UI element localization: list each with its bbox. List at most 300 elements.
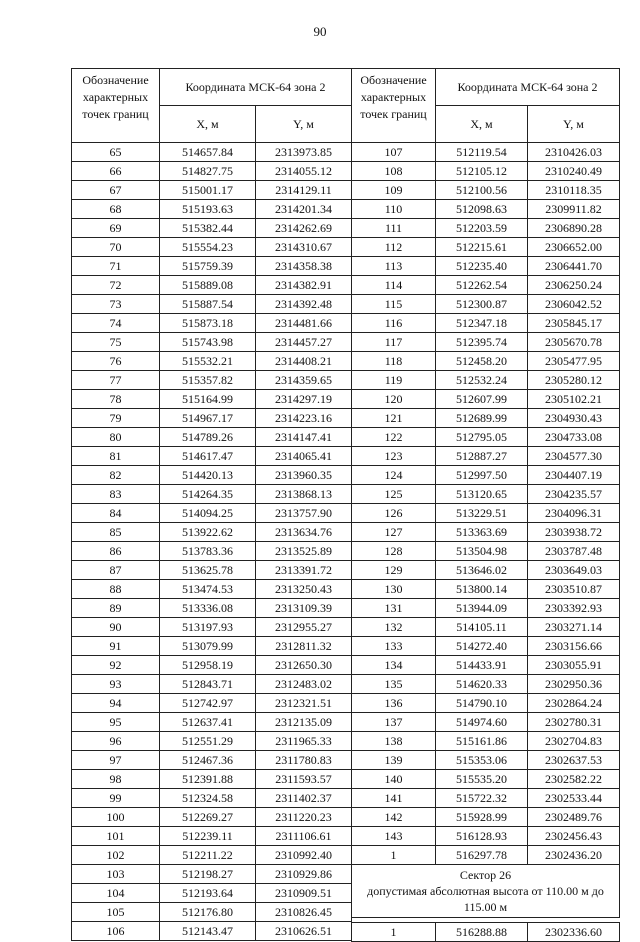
x-value: 513625.78 bbox=[160, 561, 256, 580]
point-number: 109 bbox=[352, 181, 436, 200]
table-row bbox=[352, 314, 620, 333]
y-value: 2303392.93 bbox=[528, 599, 620, 618]
table-row bbox=[72, 827, 352, 846]
y-value: 2303510.87 bbox=[528, 580, 620, 599]
x-value: 514967.17 bbox=[160, 409, 256, 428]
table-row bbox=[352, 808, 620, 827]
x-value: 513646.02 bbox=[436, 561, 528, 580]
y-value: 2313525.89 bbox=[256, 542, 352, 561]
table-row bbox=[352, 371, 620, 390]
y-value: 2312811.32 bbox=[256, 637, 352, 656]
point-number: 68 bbox=[72, 200, 160, 219]
y-value: 2304407.19 bbox=[528, 466, 620, 485]
x-value: 512607.99 bbox=[436, 390, 528, 409]
y-value: 2303649.03 bbox=[528, 561, 620, 580]
point-number: 100 bbox=[72, 808, 160, 827]
page-number: 90 bbox=[313, 24, 327, 39]
table-row bbox=[72, 523, 352, 542]
table-row bbox=[352, 637, 620, 656]
y-value: 2310426.03 bbox=[528, 143, 620, 162]
y-value: 2313973.85 bbox=[256, 143, 352, 162]
point-number: 110 bbox=[352, 200, 436, 219]
table-row bbox=[72, 846, 352, 865]
table-row bbox=[352, 181, 620, 200]
table-row bbox=[352, 162, 620, 181]
table-row bbox=[352, 428, 620, 447]
x-value: 515928.99 bbox=[436, 808, 528, 827]
table-row bbox=[72, 371, 352, 390]
table-row bbox=[72, 656, 352, 675]
y-value: 2310826.45 bbox=[256, 903, 352, 922]
table-row bbox=[72, 466, 352, 485]
point-number: 104 bbox=[72, 884, 160, 903]
y-header: Y, м bbox=[256, 106, 352, 143]
y-value: 2302489.76 bbox=[528, 808, 620, 827]
y-value: 2313109.39 bbox=[256, 599, 352, 618]
x-value: 515535.20 bbox=[436, 770, 528, 789]
x-value: 513922.62 bbox=[160, 523, 256, 542]
table-row bbox=[72, 599, 352, 618]
point-number: 74 bbox=[72, 314, 160, 333]
table-row bbox=[352, 789, 620, 808]
y-value: 2305477.95 bbox=[528, 352, 620, 371]
x-value: 514974.60 bbox=[436, 713, 528, 732]
x-value: 514105.11 bbox=[436, 618, 528, 637]
point-number: 127 bbox=[352, 523, 436, 542]
y-value: 2302704.83 bbox=[528, 732, 620, 751]
y-value: 2303055.91 bbox=[528, 656, 620, 675]
x-value: 512193.64 bbox=[160, 884, 256, 903]
x-value: 512958.19 bbox=[160, 656, 256, 675]
x-value: 513229.51 bbox=[436, 504, 528, 523]
table-row bbox=[352, 923, 620, 942]
point-number: 89 bbox=[72, 599, 160, 618]
x-header: X, м bbox=[160, 106, 256, 143]
point-number: 126 bbox=[352, 504, 436, 523]
x-value: 512997.50 bbox=[436, 466, 528, 485]
y-value: 2313250.43 bbox=[256, 580, 352, 599]
point-number: 123 bbox=[352, 447, 436, 466]
y-value: 2312135.09 bbox=[256, 713, 352, 732]
table-row bbox=[72, 200, 352, 219]
point-number: 120 bbox=[352, 390, 436, 409]
table-row bbox=[72, 561, 352, 580]
y-value: 2312650.30 bbox=[256, 656, 352, 675]
x-value: 514272.40 bbox=[436, 637, 528, 656]
point-number: 90 bbox=[72, 618, 160, 637]
point-number: 78 bbox=[72, 390, 160, 409]
y-value: 2311965.33 bbox=[256, 732, 352, 751]
y-value: 2304235.57 bbox=[528, 485, 620, 504]
y-value: 2314223.16 bbox=[256, 409, 352, 428]
point-number: 98 bbox=[72, 770, 160, 789]
point-number: 124 bbox=[352, 466, 436, 485]
table-row bbox=[72, 865, 352, 884]
table-row bbox=[352, 333, 620, 352]
table-row bbox=[72, 770, 352, 789]
y-value: 2313960.35 bbox=[256, 466, 352, 485]
point-number: 138 bbox=[352, 732, 436, 751]
y-value: 2306250.24 bbox=[528, 276, 620, 295]
table-row bbox=[72, 143, 352, 162]
designation-header: Обозначение характерных точек границ bbox=[352, 69, 436, 143]
table-row bbox=[72, 352, 352, 371]
point-number: 94 bbox=[72, 694, 160, 713]
y-value: 2310929.86 bbox=[256, 865, 352, 884]
x-value: 512689.99 bbox=[436, 409, 528, 428]
point-number: 83 bbox=[72, 485, 160, 504]
point-number: 108 bbox=[352, 162, 436, 181]
y-value: 2314262.69 bbox=[256, 219, 352, 238]
point-number: 118 bbox=[352, 352, 436, 371]
x-value: 515759.39 bbox=[160, 257, 256, 276]
x-value: 512119.54 bbox=[436, 143, 528, 162]
x-value: 513120.65 bbox=[436, 485, 528, 504]
point-number: 141 bbox=[352, 789, 436, 808]
sector-caption bbox=[352, 865, 620, 918]
table-row bbox=[72, 808, 352, 827]
x-value: 515743.98 bbox=[160, 333, 256, 352]
table-row bbox=[72, 314, 352, 333]
table-row bbox=[72, 922, 352, 941]
point-number: 93 bbox=[72, 675, 160, 694]
x-value: 512239.11 bbox=[160, 827, 256, 846]
point-number: 106 bbox=[72, 922, 160, 941]
y-value: 2302637.53 bbox=[528, 751, 620, 770]
table-row bbox=[352, 409, 620, 428]
y-value: 2314297.19 bbox=[256, 390, 352, 409]
x-value: 513363.69 bbox=[436, 523, 528, 542]
y-value: 2314065.41 bbox=[256, 447, 352, 466]
y-value: 2304577.30 bbox=[528, 447, 620, 466]
point-number: 142 bbox=[352, 808, 436, 827]
point-number: 103 bbox=[72, 865, 160, 884]
y-value: 2310992.40 bbox=[256, 846, 352, 865]
table-row bbox=[72, 789, 352, 808]
point-number: 134 bbox=[352, 656, 436, 675]
x-value: 512143.47 bbox=[160, 922, 256, 941]
y-value: 2305102.21 bbox=[528, 390, 620, 409]
point-number: 128 bbox=[352, 542, 436, 561]
x-value: 512795.05 bbox=[436, 428, 528, 447]
x-value: 512203.59 bbox=[436, 219, 528, 238]
x-value: 513336.08 bbox=[160, 599, 256, 618]
point-number: 79 bbox=[72, 409, 160, 428]
table-row bbox=[352, 618, 620, 637]
point-number: 85 bbox=[72, 523, 160, 542]
point-number: 101 bbox=[72, 827, 160, 846]
point-number: 119 bbox=[352, 371, 436, 390]
point-number: 102 bbox=[72, 846, 160, 865]
x-value: 512395.74 bbox=[436, 333, 528, 352]
table-row bbox=[72, 751, 352, 770]
point-number: 84 bbox=[72, 504, 160, 523]
y-value: 2313757.90 bbox=[256, 504, 352, 523]
point-number: 69 bbox=[72, 219, 160, 238]
x-value: 512347.18 bbox=[436, 314, 528, 333]
point-number: 116 bbox=[352, 314, 436, 333]
point-number: 96 bbox=[72, 732, 160, 751]
y-value: 2314201.34 bbox=[256, 200, 352, 219]
table-row bbox=[72, 485, 352, 504]
point-number: 130 bbox=[352, 580, 436, 599]
table-row bbox=[352, 580, 620, 599]
x-value: 512843.71 bbox=[160, 675, 256, 694]
table-row bbox=[72, 276, 352, 295]
y-value: 2305845.17 bbox=[528, 314, 620, 333]
x-value: 512458.20 bbox=[436, 352, 528, 371]
point-number: 1 bbox=[352, 846, 436, 865]
x-value: 512105.12 bbox=[436, 162, 528, 181]
point-number: 129 bbox=[352, 561, 436, 580]
x-value: 513800.14 bbox=[436, 580, 528, 599]
table-row bbox=[72, 694, 352, 713]
y-value: 2302950.36 bbox=[528, 675, 620, 694]
table-row bbox=[352, 485, 620, 504]
table-row bbox=[72, 181, 352, 200]
point-number: 65 bbox=[72, 143, 160, 162]
point-number: 75 bbox=[72, 333, 160, 352]
table-row bbox=[352, 732, 620, 751]
sector-title: Сектор 26 bbox=[459, 868, 512, 882]
y-value: 2314358.38 bbox=[256, 257, 352, 276]
x-value: 513079.99 bbox=[160, 637, 256, 656]
table-row bbox=[352, 200, 620, 219]
x-value: 515164.99 bbox=[160, 390, 256, 409]
table-row bbox=[352, 143, 620, 162]
y-value: 2303271.14 bbox=[528, 618, 620, 637]
point-number: 80 bbox=[72, 428, 160, 447]
y-value: 2314129.11 bbox=[256, 181, 352, 200]
x-value: 513197.93 bbox=[160, 618, 256, 637]
table-row bbox=[352, 219, 620, 238]
table-row bbox=[352, 523, 620, 542]
point-number: 114 bbox=[352, 276, 436, 295]
point-number: 76 bbox=[72, 352, 160, 371]
table-row bbox=[72, 219, 352, 238]
y-value: 2314392.48 bbox=[256, 295, 352, 314]
coordinates-table-left bbox=[71, 68, 352, 941]
x-value: 515722.32 bbox=[436, 789, 528, 808]
point-number: 77 bbox=[72, 371, 160, 390]
table-row bbox=[72, 542, 352, 561]
point-number: 86 bbox=[72, 542, 160, 561]
point-number: 81 bbox=[72, 447, 160, 466]
table-row bbox=[352, 675, 620, 694]
point-number: 1 bbox=[352, 923, 436, 942]
coordinate-header: Координата МСК-64 зона 2 bbox=[160, 69, 352, 106]
x-value: 514827.75 bbox=[160, 162, 256, 181]
x-value: 512215.61 bbox=[436, 238, 528, 257]
table-row bbox=[72, 713, 352, 732]
table-row bbox=[72, 732, 352, 751]
point-number: 122 bbox=[352, 428, 436, 447]
y-value: 2311106.61 bbox=[256, 827, 352, 846]
table-row bbox=[352, 257, 620, 276]
point-number: 105 bbox=[72, 903, 160, 922]
x-value: 513504.98 bbox=[436, 542, 528, 561]
x-value: 514433.91 bbox=[436, 656, 528, 675]
x-value: 512269.27 bbox=[160, 808, 256, 827]
table-row bbox=[352, 295, 620, 314]
point-number: 73 bbox=[72, 295, 160, 314]
point-number: 91 bbox=[72, 637, 160, 656]
point-number: 117 bbox=[352, 333, 436, 352]
x-value: 515357.82 bbox=[160, 371, 256, 390]
table-row bbox=[72, 333, 352, 352]
table-row bbox=[352, 599, 620, 618]
point-number: 143 bbox=[352, 827, 436, 846]
point-number: 137 bbox=[352, 713, 436, 732]
x-value: 512300.87 bbox=[436, 295, 528, 314]
y-value: 2314147.41 bbox=[256, 428, 352, 447]
table-row bbox=[72, 903, 352, 922]
y-value: 2304096.31 bbox=[528, 504, 620, 523]
table-row bbox=[72, 238, 352, 257]
table-row bbox=[72, 580, 352, 599]
x-value: 512532.24 bbox=[436, 371, 528, 390]
point-number: 71 bbox=[72, 257, 160, 276]
point-number: 67 bbox=[72, 181, 160, 200]
table-row bbox=[72, 675, 352, 694]
x-value: 513474.53 bbox=[160, 580, 256, 599]
y-value: 2310626.51 bbox=[256, 922, 352, 941]
x-value: 512098.63 bbox=[436, 200, 528, 219]
table-row bbox=[352, 827, 620, 846]
point-number: 111 bbox=[352, 219, 436, 238]
x-value: 512198.27 bbox=[160, 865, 256, 884]
y-value: 2310909.51 bbox=[256, 884, 352, 903]
point-number: 70 bbox=[72, 238, 160, 257]
x-value: 514617.47 bbox=[160, 447, 256, 466]
x-value: 512391.88 bbox=[160, 770, 256, 789]
point-number: 133 bbox=[352, 637, 436, 656]
x-value: 516288.88 bbox=[436, 923, 528, 942]
table-row bbox=[72, 409, 352, 428]
point-number: 88 bbox=[72, 580, 160, 599]
point-number: 112 bbox=[352, 238, 436, 257]
y-value: 2313391.72 bbox=[256, 561, 352, 580]
point-number: 87 bbox=[72, 561, 160, 580]
table-row bbox=[352, 770, 620, 789]
x-value: 512324.58 bbox=[160, 789, 256, 808]
coordinate-header: Координата МСК-64 зона 2 bbox=[436, 69, 620, 106]
table-row bbox=[72, 447, 352, 466]
x-value: 512467.36 bbox=[160, 751, 256, 770]
y-value: 2314457.27 bbox=[256, 333, 352, 352]
y-value: 2311780.83 bbox=[256, 751, 352, 770]
y-value: 2302780.31 bbox=[528, 713, 620, 732]
table-row bbox=[72, 257, 352, 276]
point-number: 131 bbox=[352, 599, 436, 618]
y-value: 2304733.08 bbox=[528, 428, 620, 447]
x-value: 515554.23 bbox=[160, 238, 256, 257]
y-value: 2306441.70 bbox=[528, 257, 620, 276]
x-value: 514420.13 bbox=[160, 466, 256, 485]
table-row bbox=[72, 637, 352, 656]
y-value: 2306042.52 bbox=[528, 295, 620, 314]
point-number: 107 bbox=[352, 143, 436, 162]
y-value: 2313634.76 bbox=[256, 523, 352, 542]
y-value: 2302456.43 bbox=[528, 827, 620, 846]
y-value: 2302336.60 bbox=[528, 923, 620, 942]
point-number: 139 bbox=[352, 751, 436, 770]
table-row bbox=[72, 295, 352, 314]
point-number: 113 bbox=[352, 257, 436, 276]
x-value: 515161.86 bbox=[436, 732, 528, 751]
x-value: 512637.41 bbox=[160, 713, 256, 732]
point-number: 97 bbox=[72, 751, 160, 770]
y-value: 2310240.49 bbox=[528, 162, 620, 181]
y-value: 2314481.66 bbox=[256, 314, 352, 333]
x-value: 516297.78 bbox=[436, 846, 528, 865]
x-value: 512887.27 bbox=[436, 447, 528, 466]
x-value: 515532.21 bbox=[160, 352, 256, 371]
y-value: 2314359.65 bbox=[256, 371, 352, 390]
y-value: 2309911.82 bbox=[528, 200, 620, 219]
x-value: 512551.29 bbox=[160, 732, 256, 751]
point-number: 125 bbox=[352, 485, 436, 504]
y-value: 2306652.00 bbox=[528, 238, 620, 257]
x-value: 515887.54 bbox=[160, 295, 256, 314]
x-value: 512100.56 bbox=[436, 181, 528, 200]
point-number: 136 bbox=[352, 694, 436, 713]
y-value: 2310118.35 bbox=[528, 181, 620, 200]
x-value: 515353.06 bbox=[436, 751, 528, 770]
table-row bbox=[352, 713, 620, 732]
x-value: 512235.40 bbox=[436, 257, 528, 276]
y-value: 2312483.02 bbox=[256, 675, 352, 694]
y-value: 2303787.48 bbox=[528, 542, 620, 561]
table-row bbox=[72, 428, 352, 447]
table-row bbox=[352, 656, 620, 675]
point-number: 92 bbox=[72, 656, 160, 675]
x-value: 513944.09 bbox=[436, 599, 528, 618]
table-row bbox=[352, 447, 620, 466]
point-number: 135 bbox=[352, 675, 436, 694]
table-row bbox=[352, 751, 620, 770]
y-value: 2302864.24 bbox=[528, 694, 620, 713]
x-value: 514789.26 bbox=[160, 428, 256, 447]
table-row bbox=[352, 542, 620, 561]
point-number: 82 bbox=[72, 466, 160, 485]
x-value: 512742.97 bbox=[160, 694, 256, 713]
y-value: 2302582.22 bbox=[528, 770, 620, 789]
x-value: 514620.33 bbox=[436, 675, 528, 694]
x-value: 514790.10 bbox=[436, 694, 528, 713]
x-value: 512211.22 bbox=[160, 846, 256, 865]
x-value: 514094.25 bbox=[160, 504, 256, 523]
x-value: 515873.18 bbox=[160, 314, 256, 333]
point-number: 72 bbox=[72, 276, 160, 295]
point-number: 99 bbox=[72, 789, 160, 808]
table-row bbox=[352, 846, 620, 865]
y-value: 2314408.21 bbox=[256, 352, 352, 371]
x-value: 513783.36 bbox=[160, 542, 256, 561]
y-value: 2305280.12 bbox=[528, 371, 620, 390]
y-value: 2313868.13 bbox=[256, 485, 352, 504]
point-number: 132 bbox=[352, 618, 436, 637]
y-value: 2311402.37 bbox=[256, 789, 352, 808]
y-value: 2303938.72 bbox=[528, 523, 620, 542]
x-value: 515001.17 bbox=[160, 181, 256, 200]
x-value: 515382.44 bbox=[160, 219, 256, 238]
y-value: 2304930.43 bbox=[528, 409, 620, 428]
table-row bbox=[352, 561, 620, 580]
point-number: 66 bbox=[72, 162, 160, 181]
table-row bbox=[352, 466, 620, 485]
x-value: 514264.35 bbox=[160, 485, 256, 504]
